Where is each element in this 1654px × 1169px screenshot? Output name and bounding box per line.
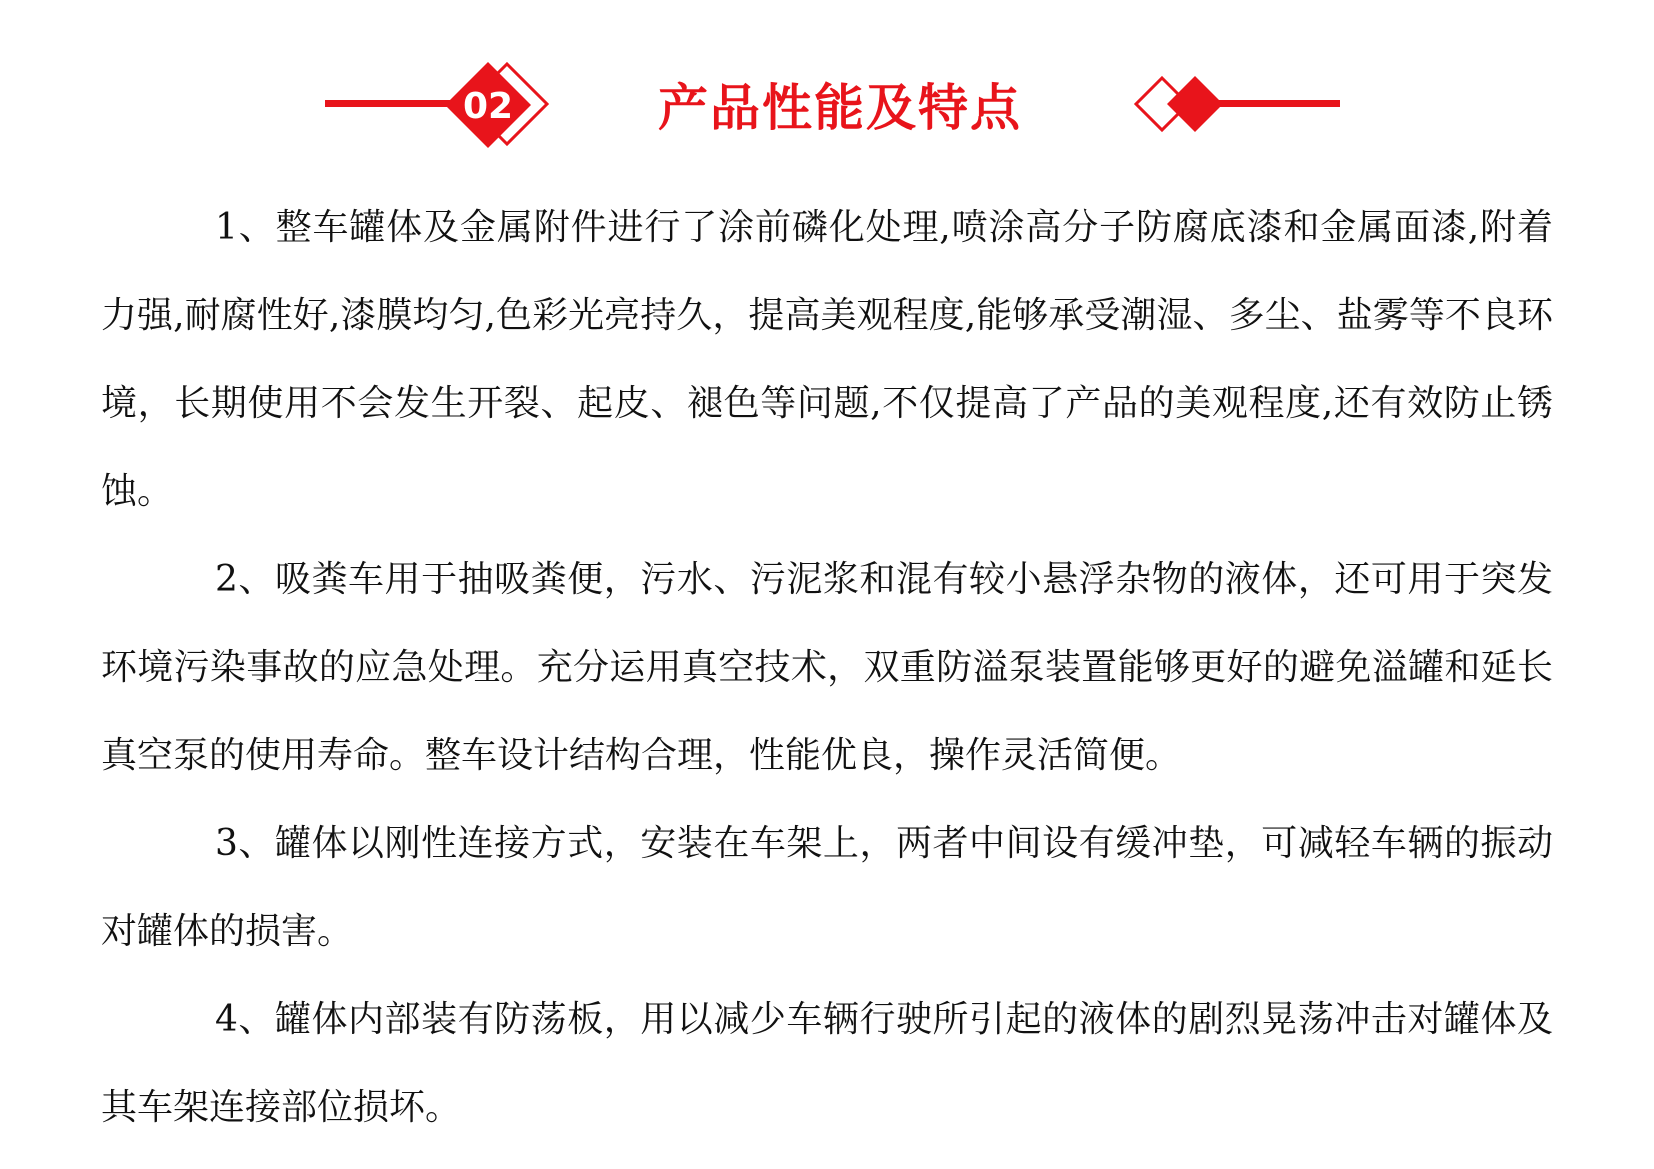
- section-title: 产品性能及特点: [658, 79, 1022, 137]
- feature-paragraph-3: 3、罐体以刚性连接方式，安装在车架上，两者中间设有缓冲垫，可减轻车辆的振动对罐体的损害。: [101, 823, 1553, 952]
- feature-paragraph-1: 1、整车罐体及金属附件进行了涂前磷化处理,喷涂高分子防腐底漆和金属面漆,附着力强,耐腐性好,漆膜均匀,色彩光亮持久，提高美观程度,能够承受潮湿、多尘、盐雾等不良环境，长期使用不会发生开裂、起皮、褪色等问题,不仅提高了产品的美观程度,还有效防止锈蚀。: [101, 207, 1553, 512]
- feature-list: [101, 184, 1553, 1152]
- feature-paragraph-4: 4、罐体内部装有防荡板，用以减少车辆行驶所引起的液体的剧烈晃荡冲击对罐体及其车架连接部位损坏。: [101, 999, 1553, 1128]
- section-header: [0, 60, 1654, 160]
- section-number: 02: [462, 86, 514, 127]
- right-filled-diamond: [1167, 76, 1223, 132]
- right-divider-line: [1215, 100, 1340, 107]
- feature-paragraph-2: 2、吸粪车用于抽吸粪便，污水、污泥浆和混有较小悬浮杂物的液体，还可用于突发环境污染事故的应急处理。充分运用真空技术，双重防溢泵装置能够更好的避免溢罐和延长真空泵的使用寿命。整车设计结构合理，性能优良，操作灵活简便。: [101, 559, 1553, 776]
